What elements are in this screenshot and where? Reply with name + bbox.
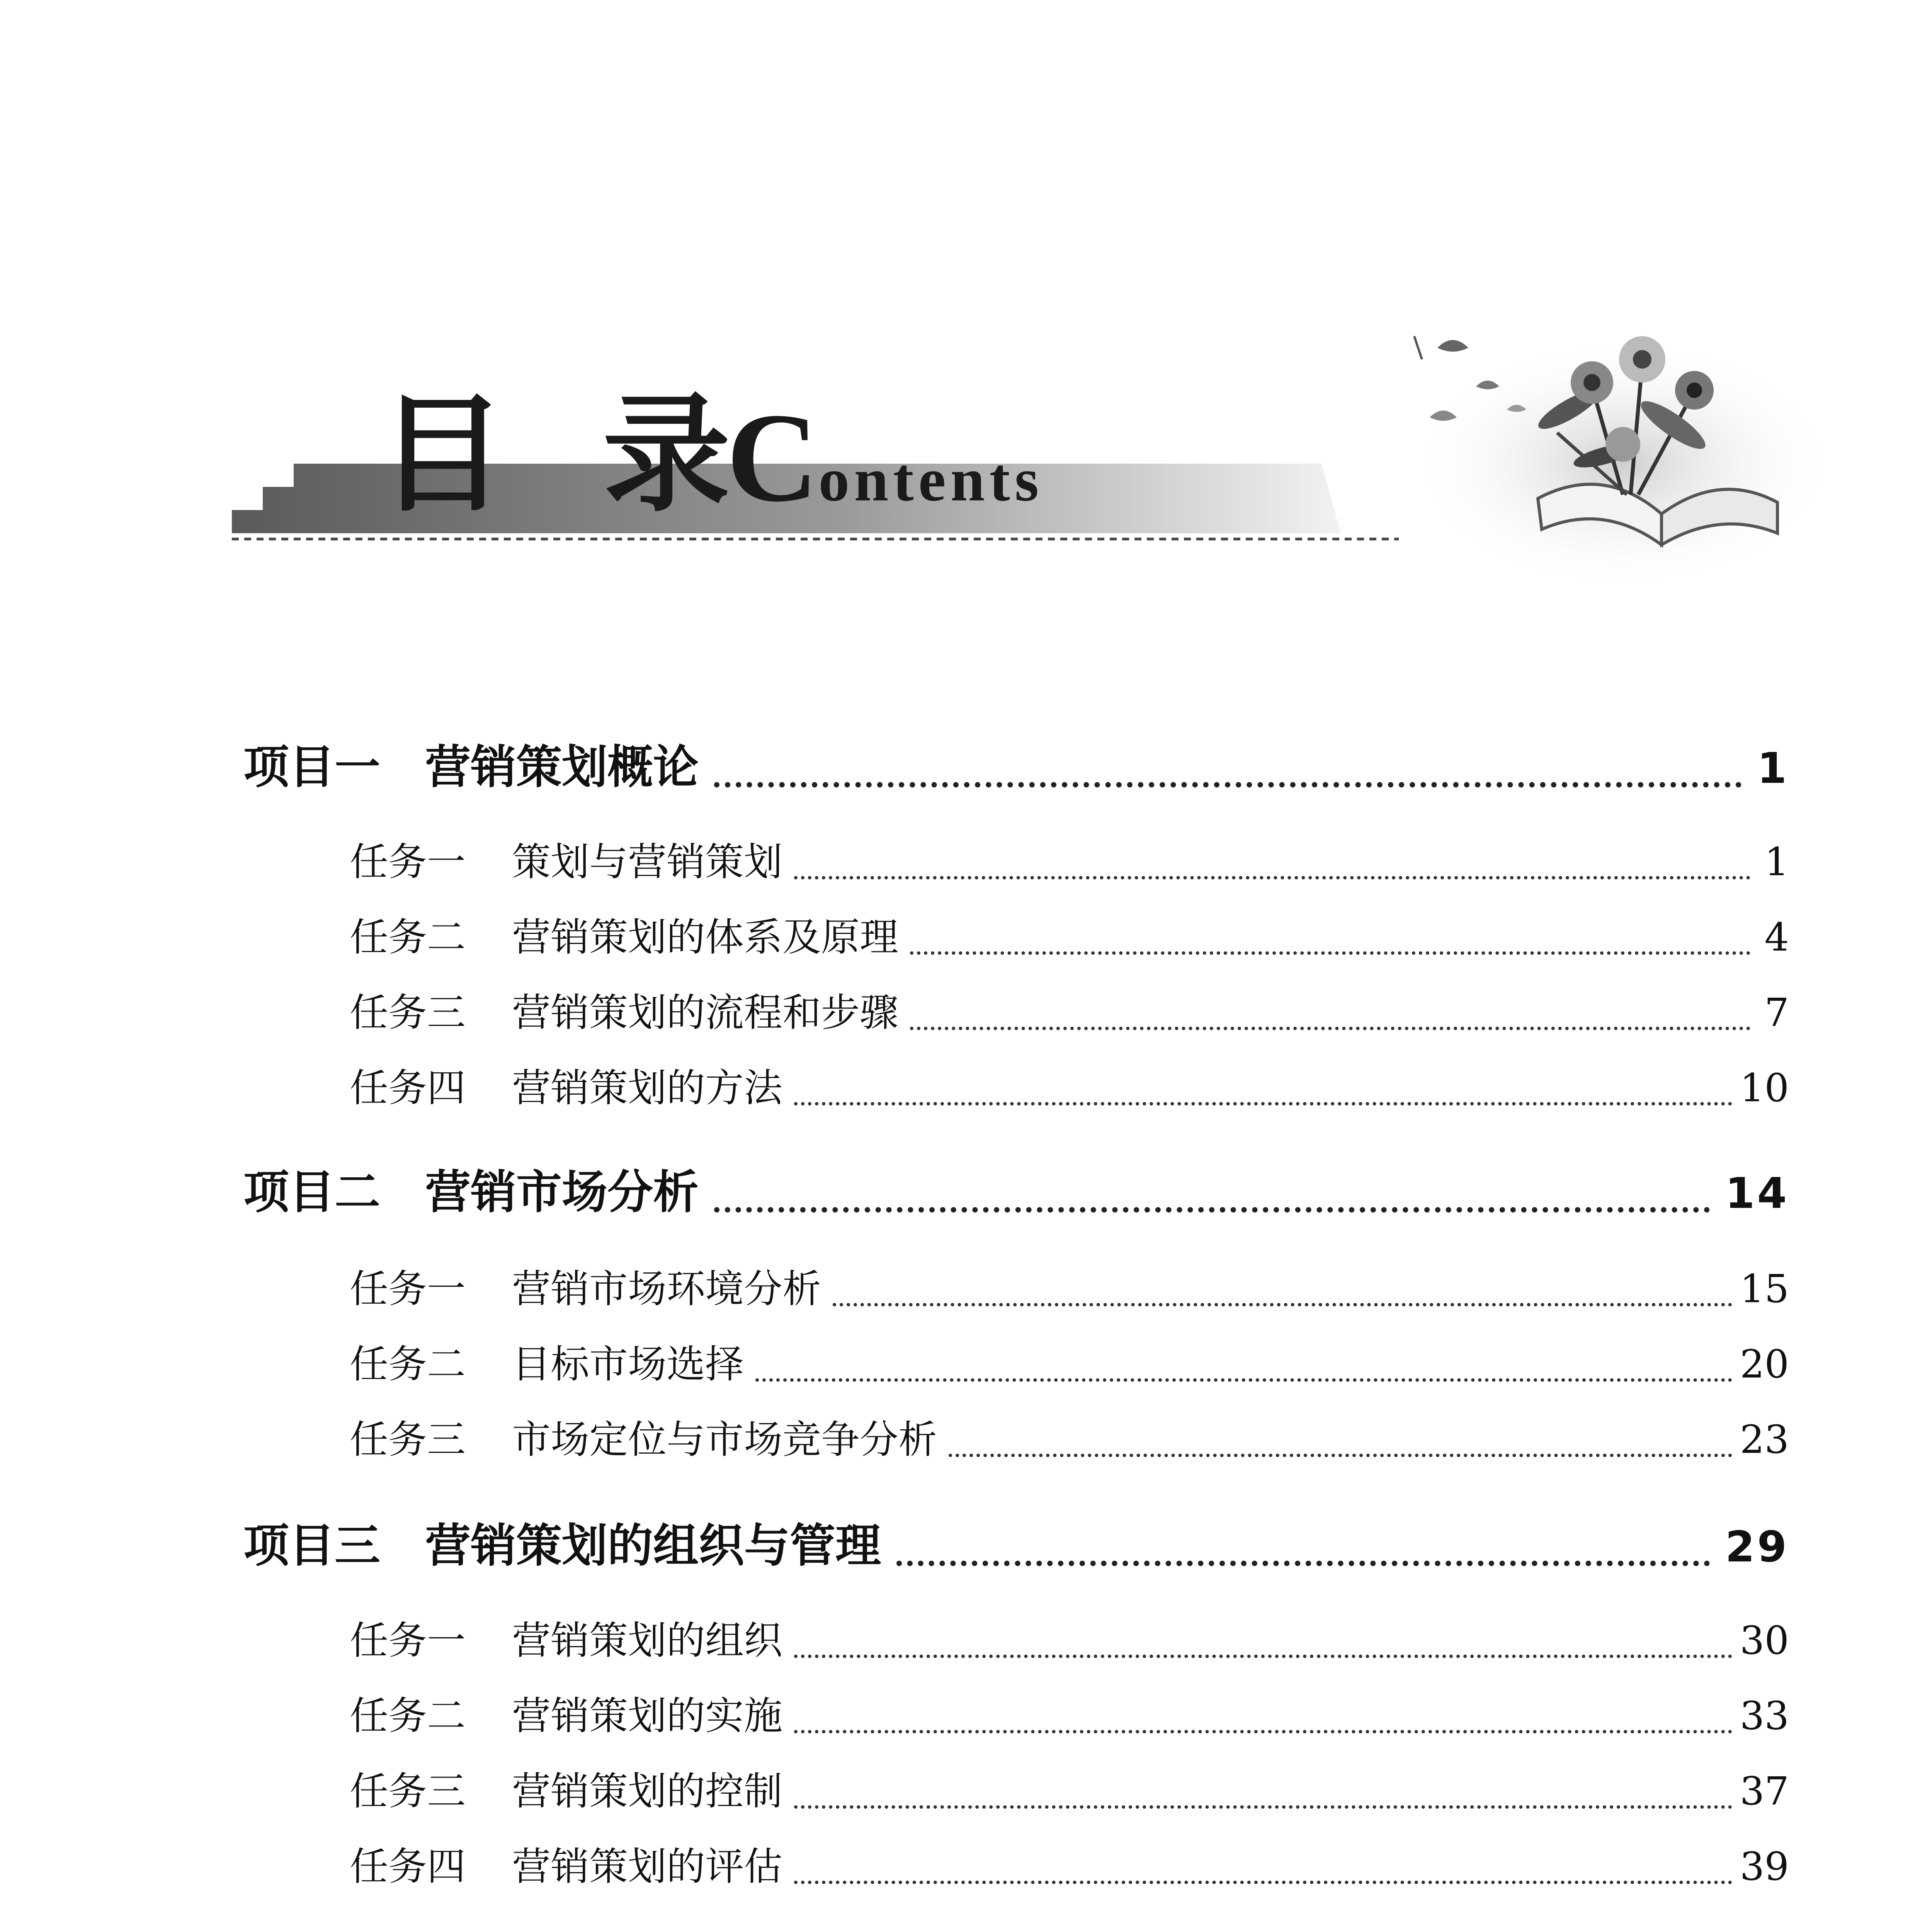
toc-task[interactable]: [350, 1258, 1789, 1313]
page-number: 29: [1725, 1522, 1789, 1571]
page-number: 20: [1740, 1342, 1789, 1387]
task-number: 任务一: [350, 1618, 466, 1663]
toc-task[interactable]: [350, 1760, 1789, 1816]
dot-leader: [794, 1805, 1732, 1809]
dot-leader: [896, 1561, 1710, 1566]
toc-task[interactable]: [350, 1609, 1789, 1665]
page-number: 1: [1757, 743, 1789, 793]
task-number: 任务四: [350, 1065, 466, 1111]
dot-leader: [755, 1378, 1732, 1382]
toc-task[interactable]: [350, 981, 1789, 1037]
toc-task[interactable]: [350, 1835, 1789, 1891]
title-contents-cap: C: [726, 387, 819, 528]
task-title: 营销策划的控制: [512, 1769, 782, 1814]
task-title: 营销策划的方法: [512, 1065, 782, 1111]
task-title: 营销策划的评估: [512, 1844, 782, 1889]
dot-leader: [794, 1730, 1732, 1733]
project-number: 项目二: [243, 1165, 381, 1219]
dot-leader: [794, 1655, 1732, 1658]
task-title: 营销策划的流程和步骤: [512, 990, 898, 1035]
page-number: 39: [1740, 1844, 1789, 1889]
toc-project[interactable]: [243, 1155, 1789, 1221]
project-title: 营销市场分析: [425, 1165, 699, 1219]
title-char-lu: 录: [603, 379, 730, 529]
title-contents: [726, 387, 1044, 528]
task-number: 任务一: [350, 1266, 466, 1311]
dot-leader: [714, 1207, 1710, 1213]
page-number: 30: [1740, 1618, 1789, 1663]
title-contents-rest: ontents: [818, 445, 1044, 514]
task-title: 营销策划的实施: [512, 1693, 782, 1738]
task-title: 目标市场选择: [512, 1342, 744, 1387]
task-title: 策划与营销策划: [512, 839, 782, 884]
dot-leader: [833, 1303, 1732, 1306]
toc-task[interactable]: [350, 906, 1789, 962]
task-title: 营销策划的体系及原理: [512, 915, 898, 960]
task-number: 任务三: [350, 1417, 466, 1462]
page-number: 10: [1740, 1065, 1789, 1111]
task-number: 任务四: [350, 1844, 466, 1889]
project-title: 营销策划的组织与管理: [425, 1519, 881, 1572]
toc-task[interactable]: [350, 1408, 1789, 1464]
dot-leader: [794, 876, 1750, 879]
page-number: 23: [1740, 1417, 1789, 1462]
page-number: 37: [1740, 1769, 1789, 1814]
task-title: 市场定位与市场竞争分析: [512, 1417, 937, 1462]
dot-leader: [910, 1027, 1750, 1030]
task-number: 任务一: [350, 839, 466, 884]
page-number: 7: [1764, 990, 1789, 1035]
page-number: 14: [1725, 1168, 1789, 1218]
toc-project[interactable]: [243, 730, 1789, 796]
toc-project[interactable]: [243, 1509, 1789, 1575]
project-number: 项目三: [243, 1519, 381, 1572]
dot-leader: [910, 951, 1750, 955]
toc-task[interactable]: [350, 1333, 1789, 1389]
dot-leader: [794, 1102, 1732, 1105]
task-number: 任务二: [350, 1342, 466, 1387]
book-flower-illustration: [1406, 336, 1839, 580]
page-number: 15: [1740, 1266, 1789, 1311]
task-number: 任务二: [350, 915, 466, 960]
dot-leader: [714, 782, 1742, 787]
toc-task[interactable]: [350, 1685, 1789, 1740]
task-number: 任务三: [350, 990, 466, 1035]
toc-task[interactable]: [350, 1057, 1789, 1112]
page-number: 1: [1764, 839, 1789, 884]
title-char-mu: 目: [379, 379, 506, 529]
contents-banner: [0, 0, 1932, 580]
task-title: 营销市场环境分析: [512, 1266, 821, 1311]
task-title: 营销策划的组织: [512, 1618, 782, 1663]
page-number: 4: [1764, 915, 1789, 960]
project-number: 项目一: [243, 740, 381, 794]
task-number: 任务二: [350, 1693, 466, 1738]
page-number: 33: [1740, 1693, 1789, 1738]
task-number: 任务三: [350, 1769, 466, 1814]
dot-leader: [794, 1881, 1732, 1884]
project-title: 营销策划概论: [425, 740, 699, 794]
toc-task[interactable]: [350, 831, 1789, 886]
dot-leader: [949, 1454, 1732, 1457]
